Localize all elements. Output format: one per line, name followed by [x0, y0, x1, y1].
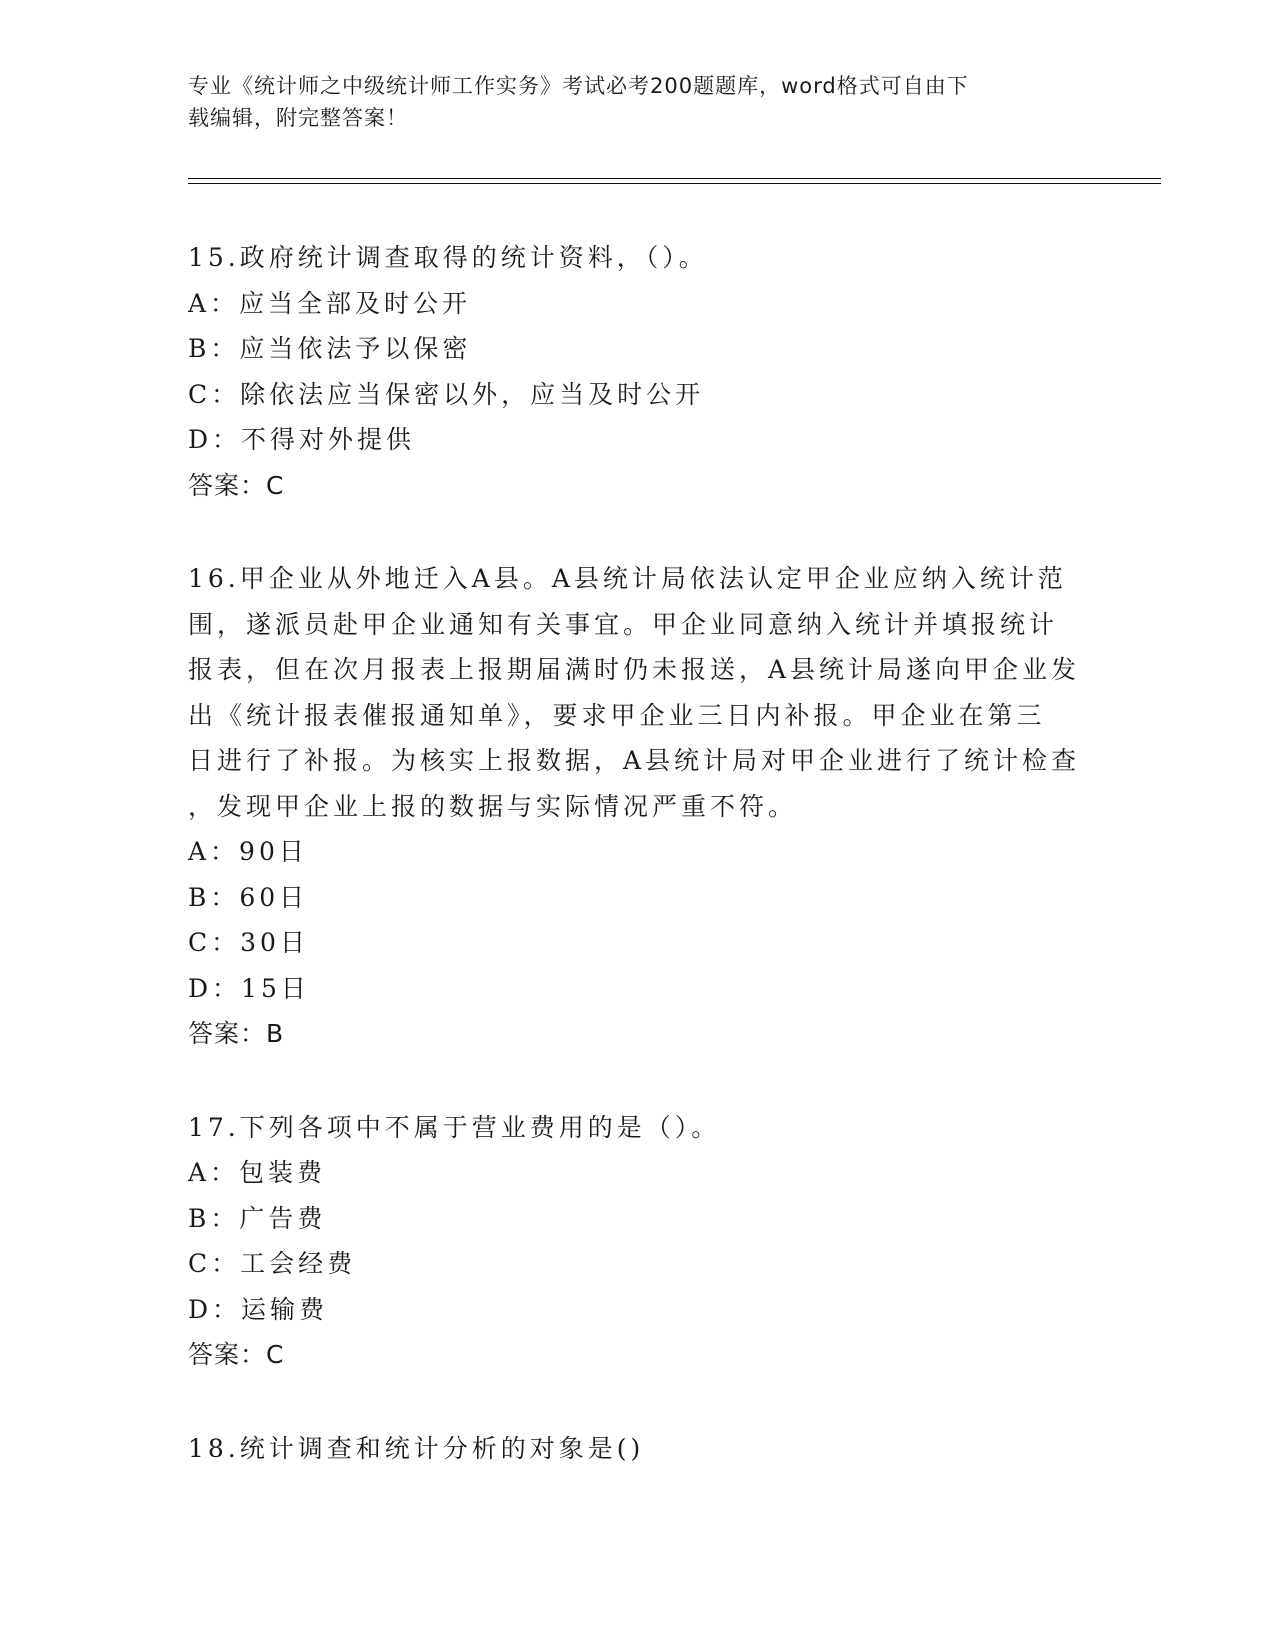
stem-line: 日进行了补报。为核实上报数据，A县统计局对甲企业进行了统计检查 [188, 746, 1081, 775]
question-15 [188, 235, 1148, 508]
option-b: B：应当依法予以保密 [188, 334, 472, 363]
stem-line: 18.统计调查和统计分析的对象是() [188, 1433, 645, 1463]
question-17 [188, 1105, 1148, 1378]
stem-line: ，发现甲企业上报的数据与实际情况严重不符。 [188, 791, 798, 821]
option-d: D：15日 [188, 973, 310, 1003]
header-divider-top [188, 178, 1161, 179]
option-a: A：包装费 [188, 1158, 327, 1187]
question-16 [188, 556, 1148, 1057]
option-a: A：应当全部及时公开 [188, 288, 472, 318]
answer: 答案：B [188, 1019, 285, 1048]
header-divider-bottom [188, 183, 1161, 184]
option-b: B：60日 [188, 882, 309, 912]
stem-line: 16.甲企业从外地迁入A县。A县统计局依法认定甲企业应纳入统计范 [188, 564, 1067, 593]
document-header [188, 70, 1088, 134]
stem-line: 围，遂派员赴甲企业通知有关事宜。甲企业同意纳入统计并填报统计 [188, 609, 1059, 639]
stem-line: 15.政府统计调查取得的统计资料，（）。 [188, 243, 708, 272]
answer: 答案：C [188, 1340, 285, 1369]
question-stem [188, 556, 1148, 829]
stem-line: 17.下列各项中不属于营业费用的是（）。 [188, 1112, 721, 1142]
option-b: B：广告费 [188, 1203, 327, 1233]
option-c: C：30日 [188, 928, 309, 957]
question-stem [188, 1426, 1148, 1472]
question-list [188, 235, 1148, 1519]
stem-line: 报表，但在次月报表上报期届满时仍未报送，A县统计局遂向甲企业发 [188, 655, 1081, 684]
header-line-2: 载编辑，附完整答案！ [188, 106, 408, 130]
option-a: A：90日 [188, 837, 308, 866]
option-c: C：除依法应当保密以外，应当及时公开 [188, 379, 705, 409]
header-line-1: 专业《统计师之中级统计师工作实务》考试必考200题题库，word格式可自由下 [188, 74, 969, 98]
question-18 [188, 1426, 1148, 1472]
question-stem [188, 235, 1148, 281]
stem-line: 出《统计报表催报通知单》，要求甲企业三日内补报。甲企业在第三 [188, 700, 1046, 730]
option-c: C：工会经费 [188, 1249, 357, 1278]
answer: 答案：C [188, 470, 285, 500]
option-d: D：不得对外提供 [188, 425, 416, 454]
option-d: D：运输费 [188, 1294, 329, 1324]
question-stem [188, 1105, 1148, 1151]
